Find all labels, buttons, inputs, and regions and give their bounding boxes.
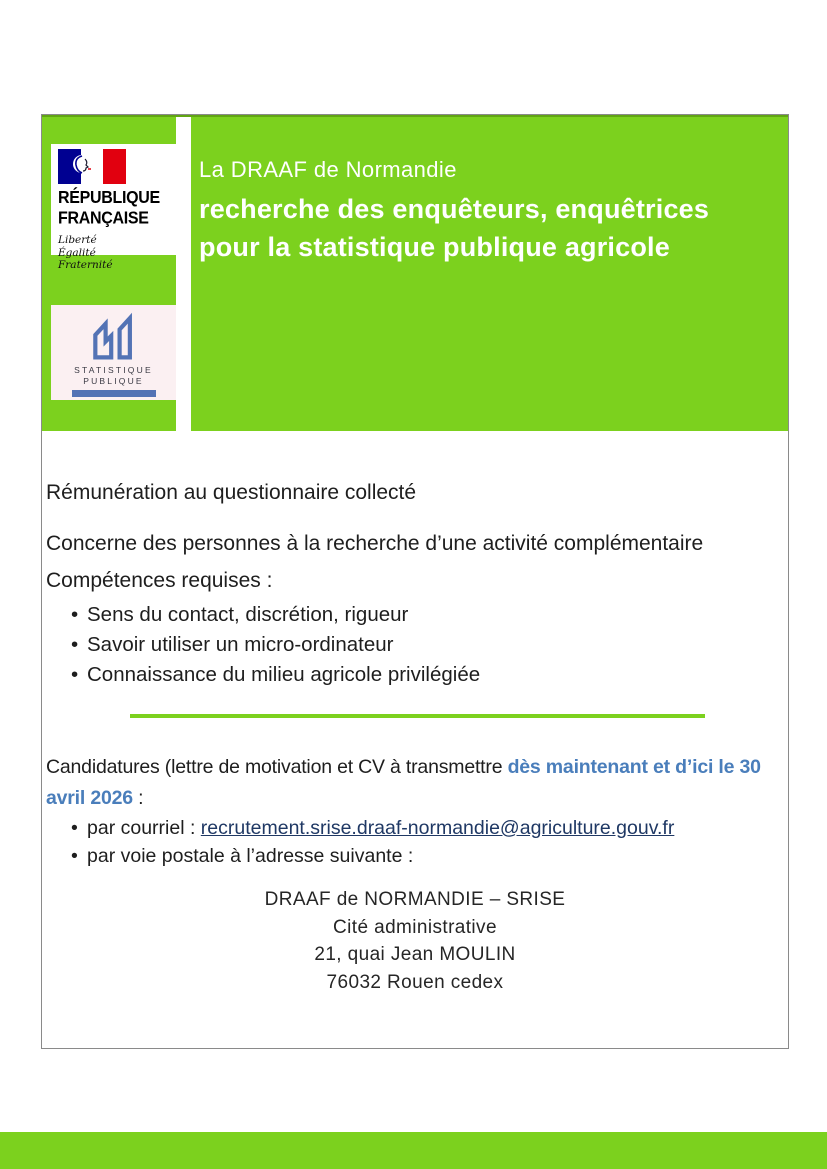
candidatures-paragraph	[46, 752, 786, 814]
flyer-page	[41, 114, 789, 1049]
list-item	[42, 660, 788, 690]
postal-line: par voie postale à l’adresse suivante :	[87, 845, 414, 867]
address-line: 21, quai Jean MOULIN	[314, 944, 516, 965]
statistique-publique-buildings-icon	[86, 310, 142, 360]
courriel-line	[87, 814, 674, 842]
rf-logo-line1: RÉPUBLIQUE	[58, 189, 160, 208]
list-item	[42, 842, 788, 870]
competence-text: Savoir utiliser un micro-ordinateur	[87, 633, 394, 656]
recruitment-email-link[interactable]: recrutement.srise.draaf-normandie@agriculture.gouv.fr	[200, 817, 675, 839]
list-item	[42, 600, 788, 630]
footer-green-band	[0, 1132, 827, 1169]
list-item	[42, 630, 788, 660]
rf-motto-liberte: Liberté	[58, 234, 97, 246]
republique-francaise-logo	[51, 144, 176, 271]
french-flag-marianne-icon	[58, 149, 126, 184]
flyer-body	[42, 431, 788, 996]
competence-text: Sens du contact, discrétion, rigueur	[87, 603, 409, 626]
competences-list	[42, 600, 788, 690]
sp-logo-line2: PUBLIQUE	[83, 376, 144, 386]
bullet-icon: •	[71, 603, 79, 626]
rf-motto-fraternite: Fraternité	[58, 259, 113, 271]
courriel-label: par courriel :	[87, 817, 201, 839]
header-divider-gap	[176, 117, 191, 431]
address-line: Cité administrative	[333, 916, 497, 938]
remuneration-text: Rémunération au questionnaire collecté	[46, 481, 417, 504]
title-line2: pour la statistique publique agricole	[199, 232, 670, 262]
list-item	[42, 814, 788, 842]
concerne-text: Concerne des personnes à la recherche d’une activité complémentaire	[46, 532, 704, 555]
sp-logo-bar	[72, 390, 156, 397]
contact-list	[42, 814, 788, 870]
page-title	[199, 190, 778, 266]
bullet-icon: •	[71, 817, 78, 839]
sp-logo-line1: STATISTIQUE	[74, 365, 153, 375]
title-line1: recherche des enquêteurs, enquêtrices	[199, 194, 710, 224]
bullet-icon: •	[71, 633, 79, 656]
bullet-icon: •	[71, 663, 79, 686]
postal-address-block	[42, 886, 788, 996]
header-title-block	[191, 117, 788, 431]
header-kicker: La DRAAF de Normandie	[199, 157, 457, 182]
flyer-header	[42, 115, 788, 431]
candidatures-colon: :	[132, 787, 144, 809]
bullet-icon: •	[71, 845, 78, 867]
header-logo-column	[42, 117, 176, 431]
green-divider-line	[130, 714, 705, 718]
competences-heading: Compétences requises :	[46, 569, 273, 592]
competence-text: Connaissance du milieu agricole privilégiée	[87, 663, 481, 686]
candidatures-prefix: Candidatures (lettre de motivation et CV à transmettre	[46, 756, 508, 778]
address-line: DRAAF de NORMANDIE – SRISE	[264, 889, 566, 910]
deadline-text: dès maintenant et d’ici le 30 avril 2026	[46, 756, 761, 809]
rf-motto-egalite: Égalité	[58, 246, 96, 259]
statistique-publique-logo	[51, 305, 176, 400]
address-line: 76032 Rouen cedex	[326, 971, 504, 993]
rf-logo-line2: FRANÇAISE	[58, 208, 149, 228]
